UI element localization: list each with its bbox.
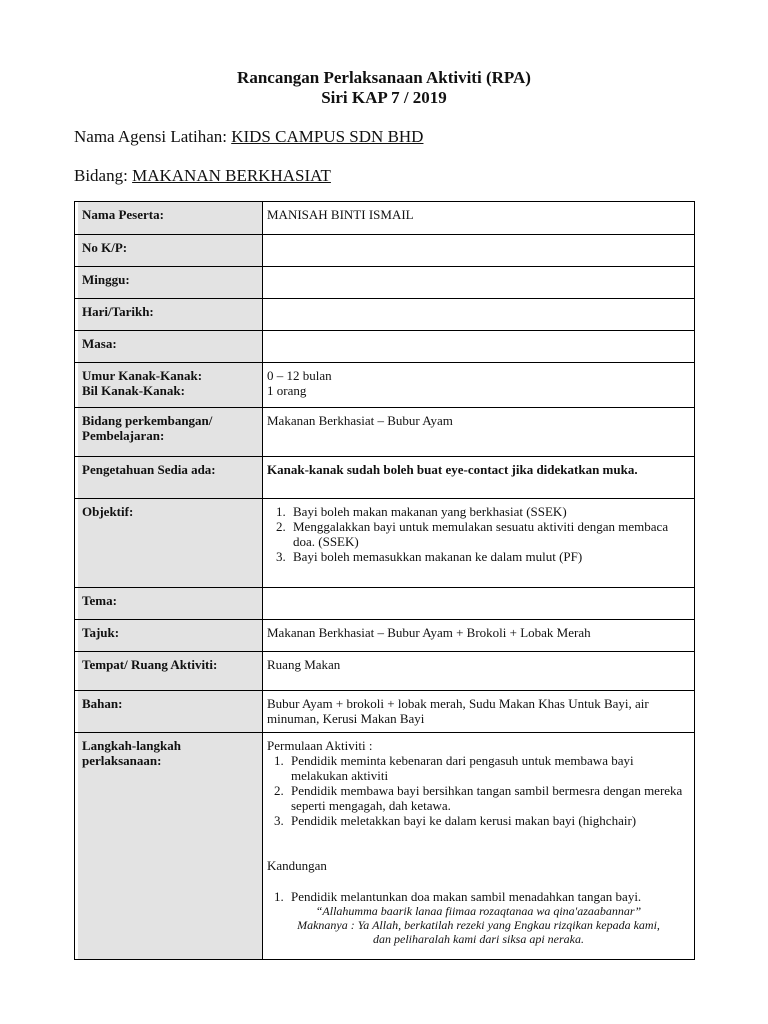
list-item: 3. Bayi boleh memasukkan makanan ke dalam mulut (PF) (289, 549, 690, 564)
value-umur: 0 – 12 bulan (267, 368, 332, 383)
value-bidang: Makanan Berkhasiat – Bubur Ayam (263, 408, 695, 457)
list-item: 2. Menggalakkan bayi untuk memulakan sesuatu aktiviti dengan membaca doa. (SSEK) (289, 519, 690, 549)
doa-line-1: “Allahumma baarik lanaa fiimaa rozaqtanaa wa qina'azaabannar” (315, 904, 642, 918)
row-nama-peserta (75, 202, 695, 235)
row-umur-bil (75, 363, 695, 408)
value-bil: 1 orang (267, 383, 307, 398)
field-value: MAKANAN BERKHASIAT (132, 166, 331, 185)
page-title (0, 68, 768, 108)
label-tempat: Tempat/ Ruang Aktiviti: (78, 652, 262, 690)
label-tema: Tema: (78, 588, 262, 619)
value-no-kp (263, 235, 695, 267)
row-objektif (75, 499, 695, 588)
doa-line-2: Maknanya : Ya Allah, berkatilah rezeki yang Engkau rizqikan kepada kami, (297, 918, 660, 932)
objektif-list (267, 504, 690, 564)
list-item: 2. Pendidik membawa bayi bersihkan tangan sambil bermesra dengan mereka seperti mengagah, dah ketawa. (287, 783, 690, 813)
row-hari-tarikh (75, 299, 695, 331)
list-item: 1. Bayi boleh makan makanan yang berkhasiat (SSEK) (289, 504, 690, 519)
kandungan-title: Kandungan (267, 858, 327, 873)
label-objektif: Objektif: (78, 499, 262, 587)
label-minggu: Minggu: (78, 267, 262, 298)
value-tema (263, 588, 695, 620)
label-nama-peserta: Nama Peserta: (78, 202, 262, 234)
agency-value: KIDS CAMPUS SDN BHD (231, 127, 424, 146)
label-bidang-2: Pembelajaran: (82, 428, 165, 443)
label-hari-tarikh: Hari/Tarikh: (78, 299, 262, 330)
value-nama-peserta: MANISAH BINTI ISMAIL (263, 202, 695, 235)
row-masa (75, 331, 695, 363)
row-pengetahuan (75, 457, 695, 499)
list-item: 1. Pendidik meminta kebenaran dari pengasuh untuk membawa bayi melakukan aktiviti (287, 753, 690, 783)
label-langkah-1: Langkah-langkah (82, 738, 181, 753)
value-bahan: Bubur Ayam + brokoli + lobak merah, Sudu Makan Khas Untuk Bayi, air minuman, Kerusi Makan Bayi (263, 691, 695, 733)
row-no-kp (75, 235, 695, 267)
activity-plan-table (74, 201, 695, 960)
list-item: 1. Pendidik melantunkan doa makan sambil menadahkan tangan bayi. (287, 889, 690, 904)
value-pengetahuan: Kanak-kanak sudah boleh buat eye-contact jika didekatkan muka. (263, 457, 695, 499)
row-tajuk (75, 620, 695, 652)
permulaan-list (267, 753, 690, 828)
label-bahan: Bahan: (78, 691, 262, 732)
label-umur: Umur Kanak-Kanak: (82, 368, 203, 383)
label-masa: Masa: (78, 331, 262, 362)
label-bidang-1: Bidang perkembangan/ (82, 413, 213, 428)
title-line-2: Siri KAP 7 / 2019 (321, 88, 447, 107)
value-hari-tarikh (263, 299, 695, 331)
row-bahan (75, 691, 695, 733)
kandungan-list (267, 889, 690, 904)
list-item: 3. Pendidik meletakkan bayi ke dalam kerusi makan bayi (highchair) (287, 813, 690, 828)
title-line-1: Rancangan Perlaksanaan Aktiviti (RPA) (237, 68, 531, 87)
row-langkah (75, 733, 695, 960)
row-minggu (75, 267, 695, 299)
label-tajuk: Tajuk: (78, 620, 262, 651)
value-tempat: Ruang Makan (263, 652, 695, 691)
value-masa (263, 331, 695, 363)
agency-line (74, 127, 423, 147)
label-pengetahuan: Pengetahuan Sedia ada: (78, 457, 262, 498)
row-tempat (75, 652, 695, 691)
label-langkah-2: perlaksanaan: (82, 753, 162, 768)
row-bidang (75, 408, 695, 457)
label-bil: Bil Kanak-Kanak: (82, 383, 185, 398)
field-label: Bidang: (74, 166, 128, 185)
agency-label: Nama Agensi Latihan: (74, 127, 227, 146)
label-no-kp: No K/P: (78, 235, 262, 266)
row-tema (75, 588, 695, 620)
field-line (74, 166, 331, 186)
value-minggu (263, 267, 695, 299)
doa-line-3: dan peliharalah kami dari siksa api neraka. (373, 932, 584, 946)
value-tajuk: Makanan Berkhasiat – Bubur Ayam + Brokoli + Lobak Merah (263, 620, 695, 652)
permulaan-title: Permulaan Aktiviti : (267, 738, 373, 753)
